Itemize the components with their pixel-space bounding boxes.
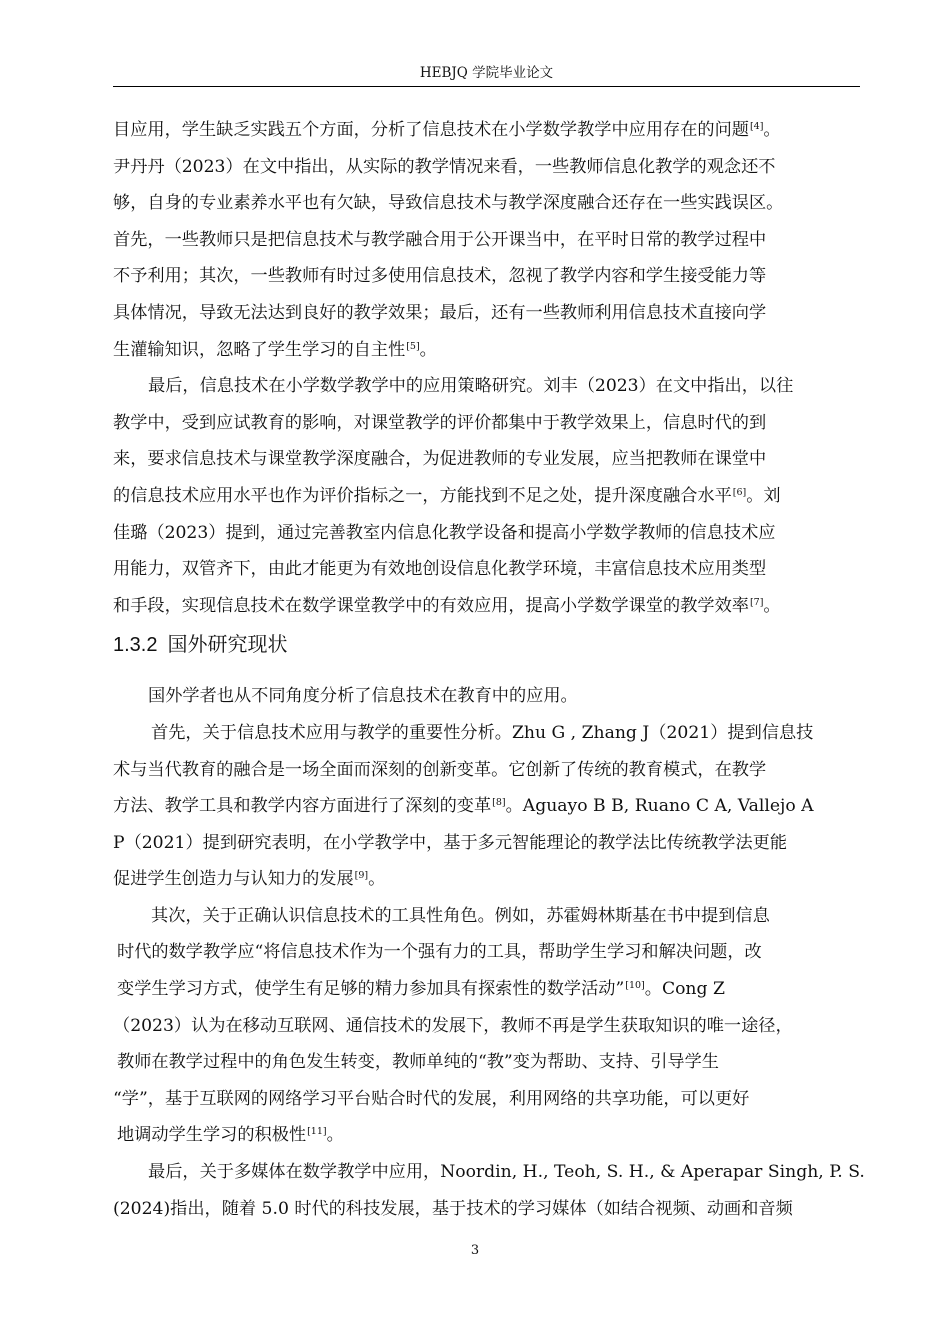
text-line — [113, 1191, 863, 1228]
line-text: 术与当代教育的融合是一场全面而深刻的创新变革。它创新了传统的教育模式，在教学 — [113, 759, 767, 780]
text-line — [113, 515, 863, 552]
line-text-after: 。Cong Z — [644, 979, 725, 1000]
line-text-after: 。 — [326, 1125, 344, 1146]
citation-ref: [11] — [307, 1126, 327, 1138]
citation-ref: [10] — [625, 980, 645, 992]
line-text: 目应用，学生缺乏实践五个方面，分析了信息技术在小学数学教学中应用存在的问题 — [113, 120, 749, 140]
text-line — [113, 185, 863, 222]
paragraph-block-domestic — [113, 112, 863, 624]
text-line — [113, 405, 863, 442]
text-line — [113, 551, 863, 588]
line-text-after: 。 — [763, 595, 781, 616]
text-line — [113, 112, 863, 149]
paragraph-block-foreign — [113, 678, 863, 1227]
line-text: P（2021）提到研究表明，在小学教学中，基于多元智能理论的教学法比传统教学法更能 — [113, 832, 788, 853]
line-text: 最后，信息技术在小学数学教学中的应用策略研究。刘丰（2023）在文中指出，以往 — [148, 376, 794, 397]
text-line — [113, 332, 863, 369]
text-line — [113, 1081, 863, 1118]
line-text: 生灌输知识，忽略了学生学习的自主性 — [113, 339, 406, 360]
citation-ref: [7] — [749, 596, 764, 608]
line-text: 来，要求信息技术与课堂教学深度融合，为促进教师的专业发展，应当把教师在课堂中 — [113, 449, 767, 470]
text-line — [113, 898, 863, 935]
line-text: 教学中，受到应试教育的影响，对课堂教学的评价都集中于教学效果上，信息时代的到 — [113, 412, 767, 433]
line-text: 用能力，双管齐下，由此才能更为有效地创设信息化教学环境，丰富信息技术应用类型 — [113, 559, 767, 580]
line-text: 够，自身的专业素养水平也有欠缺，导致信息技术与教学深度融合还存在一些实践误区。 — [113, 193, 784, 214]
text-line — [113, 788, 863, 825]
page-body — [113, 112, 863, 1227]
text-line — [113, 222, 863, 259]
line-text: 其次，关于正确认识信息技术的工具性角色。例如，苏霍姆林斯基在书中提到信息 — [151, 905, 770, 926]
text-line — [113, 1044, 863, 1081]
text-line — [113, 971, 863, 1008]
text-line — [113, 752, 863, 789]
text-line — [113, 478, 863, 515]
section-number: 1.3.2 — [113, 634, 158, 657]
line-text: 教师在教学过程中的角色发生转变，教师单纯的“教”变为帮助、支持、引导学生 — [117, 1052, 719, 1073]
text-line — [113, 1008, 863, 1045]
line-text: 不予利用；其次，一些教师有时过多使用信息技术，忽视了教学内容和学生接受能力等 — [113, 266, 767, 287]
citation-ref: [8] — [492, 797, 506, 809]
line-text: 首先，关于信息技术应用与教学的重要性分析。Zhu G , Zhang J（2021）提到信息技 — [151, 722, 814, 743]
header-rule — [113, 86, 860, 87]
text-line — [113, 678, 863, 715]
line-text: 方法、教学工具和教学内容方面进行了深刻的变革 — [113, 796, 492, 817]
line-text-after: 。 — [763, 120, 781, 140]
line-text: 的信息技术应用水平也作为评价指标之一，方能找到不足之处，提升深度融合水平 — [113, 485, 732, 506]
line-text: 首先，一些教师只是把信息技术与教学融合用于公开课当中，在平时日常的教学过程中 — [113, 229, 767, 250]
line-text: 具体情况，导致无法达到良好的教学效果；最后，还有一些教师利用信息技术直接向学 — [113, 302, 767, 323]
line-text: “学”，基于互联网的网络学习平台贴合时代的发展，利用网络的共享功能，可以更好 — [113, 1088, 750, 1109]
citation-ref: [6] — [732, 486, 747, 498]
text-line — [113, 825, 863, 862]
line-text-after: 。 — [419, 339, 437, 360]
running-header: HEBJQ 学院毕业论文 — [419, 65, 554, 81]
line-text-after: 。Aguayo B B, Ruano C A, Vallejo A — [505, 796, 814, 817]
citation-ref: [4] — [749, 121, 764, 132]
page-number: 3 — [470, 1243, 480, 1258]
section-heading — [113, 624, 863, 678]
section-title: 国外研究现状 — [167, 632, 288, 657]
line-text: 促进学生创造力与认知力的发展 — [113, 869, 354, 890]
line-text: 变学生学习方式，使学生有足够的精力参加具有探索性的数学活动” — [117, 979, 625, 1000]
text-line — [113, 1154, 863, 1191]
text-line — [113, 861, 863, 898]
citation-ref: [5] — [406, 340, 420, 352]
text-line — [113, 441, 863, 478]
text-line — [113, 588, 863, 625]
line-text: (2024)指出，随着 5.0 时代的科技发展，基于技术的学习媒体（如结合视频、动画和音频 — [113, 1198, 793, 1219]
line-text: 时代的数学教学应“将信息技术作为一个强有力的工具，帮助学生学习和解决问题，改 — [117, 942, 762, 963]
line-text: 佳璐（2023）提到，通过完善教室内信息化教学设备和提高小学数学教师的信息技术应 — [113, 522, 776, 543]
text-line — [113, 934, 863, 971]
text-line — [113, 1117, 863, 1154]
line-text: 地调动学生学习的积极性 — [117, 1125, 307, 1146]
text-line — [113, 715, 863, 752]
text-line — [113, 368, 863, 405]
text-line — [113, 149, 863, 186]
text-line — [113, 295, 863, 332]
citation-ref: [9] — [354, 870, 369, 882]
line-text: 和手段，实现信息技术在数学课堂教学中的有效应用，提高小学数学课堂的教学效率 — [113, 595, 749, 616]
line-text-after: 。 — [368, 869, 386, 890]
line-text: （2023）认为在移动互联网、通信技术的发展下，教师不再是学生获取知识的唯一途径， — [113, 1015, 793, 1036]
line-text: 尹丹丹（2023）在文中指出，从实际的教学情况来看，一些教师信息化教学的观念还不 — [113, 156, 776, 177]
line-text: 最后，关于多媒体在数学教学中应用，Noordin, H., Teoh, S. H., & Aperapar Singh, P. S. — [148, 1162, 865, 1183]
line-text: 国外学者也从不同角度分析了信息技术在教育中的应用。 — [148, 686, 578, 707]
line-text-after: 。刘 — [746, 485, 781, 506]
text-line — [113, 258, 863, 295]
